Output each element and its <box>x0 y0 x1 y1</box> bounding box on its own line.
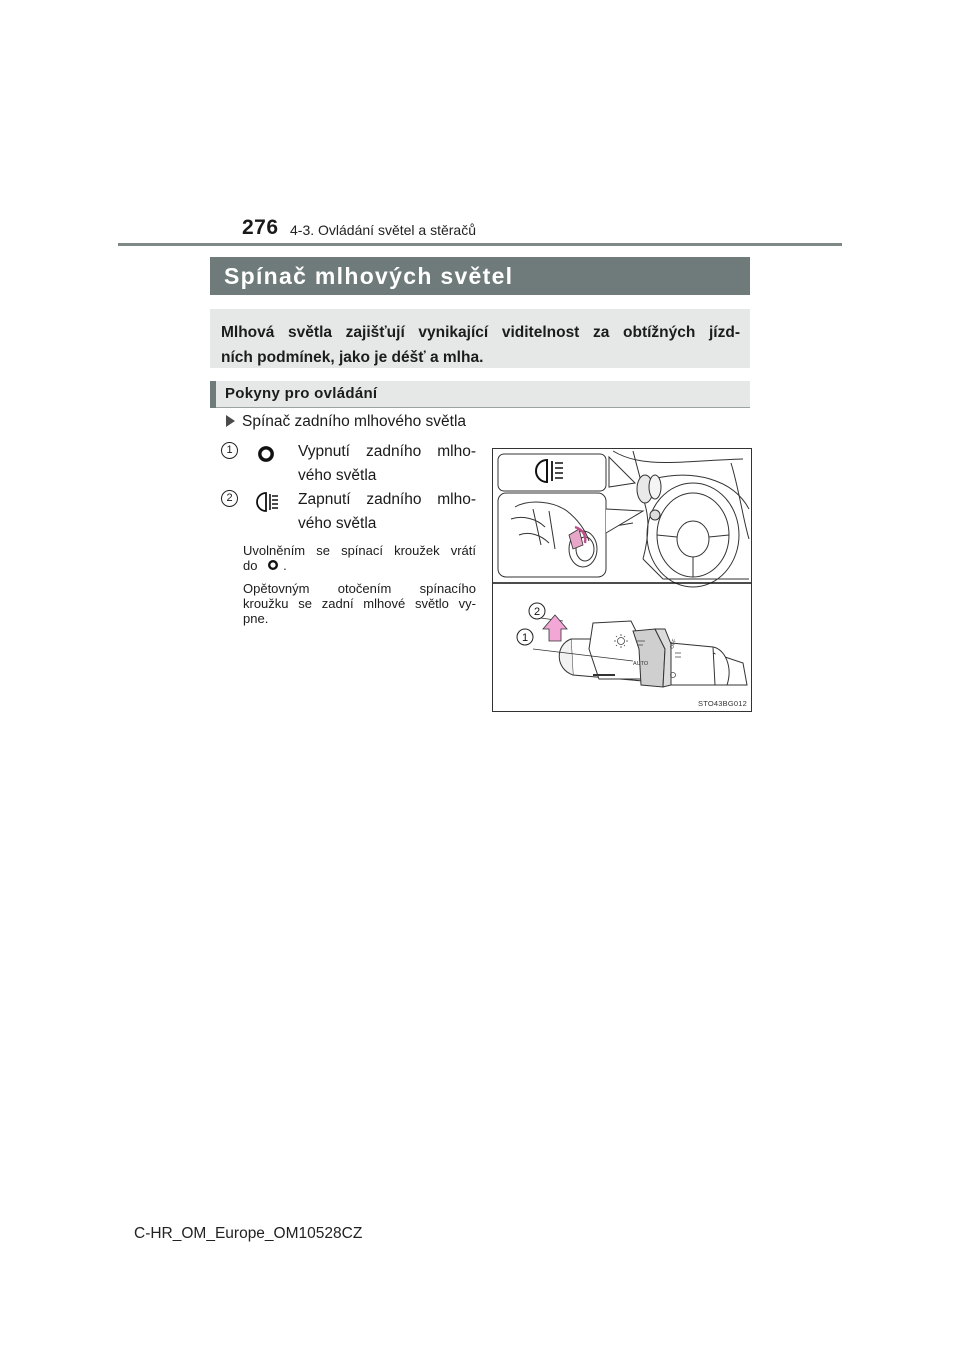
intro-line-1: Mlhová světla zajišťují vynikající viditelnost za obtížných jízd- <box>221 324 740 341</box>
item-2-line-2: vého světla <box>298 515 377 532</box>
bullet-text: Spínač zadního mlhového světla <box>242 413 467 430</box>
intro-box <box>210 309 750 368</box>
fog-off-icon <box>256 444 276 464</box>
header-divider <box>118 243 842 246</box>
intro-line-2: ních podmínek, jako je déšť a mlha. <box>221 349 484 366</box>
item-1-line-2: vého světla <box>298 467 377 484</box>
fog-switch-illustration <box>492 448 752 712</box>
note-release <box>243 543 476 573</box>
subsection-heading <box>210 381 750 408</box>
note-repeat-line-2: kroužku se zadní mlhové světlo vy- <box>243 596 476 611</box>
item-number-2: 2 <box>221 490 238 507</box>
switch-label-off: OFF <box>669 638 678 650</box>
section-reference: 4-3. Ovládání světel a stěračů <box>290 222 476 238</box>
bullet-arrow-icon <box>226 415 235 427</box>
intro-text <box>221 320 740 370</box>
note-release-period: . <box>283 558 287 573</box>
note-repeat-line-1: Opětovným otočením spínacího <box>243 581 476 596</box>
note-repeat <box>243 581 476 626</box>
subsection-marker <box>210 381 216 408</box>
item-2-text <box>298 488 476 536</box>
document-code: C-HR_OM_Europe_OM10528CZ <box>134 1225 363 1242</box>
item-number-1: 1 <box>221 442 238 459</box>
note-repeat-line-3: pne. <box>243 611 269 626</box>
section-title: Spínač mlhových světel <box>224 263 514 289</box>
callout-2: 2 <box>533 606 541 618</box>
note-release-line-2 <box>243 558 476 573</box>
section-title-bar <box>210 257 750 295</box>
callout-1: 1 <box>521 632 529 644</box>
switch-label-auto: AUTO <box>633 661 649 667</box>
subsection-title: Pokyny pro ovládání <box>225 385 378 402</box>
note-release-line-1: Uvolněním se spínací kroužek vrátí <box>243 543 476 558</box>
item-1-text <box>298 440 476 488</box>
figure-caption: STO43BG012 <box>698 699 747 708</box>
note-release-do: do <box>243 558 258 573</box>
rear-fog-light-icon <box>254 490 280 514</box>
illustration-drawing <box>493 449 751 711</box>
bullet-heading <box>226 413 466 431</box>
item-2-line-1: Zapnutí zadního mlho- <box>298 491 476 508</box>
item-1-line-1: Vypnutí zadního mlho- <box>298 443 476 460</box>
fog-off-inline-icon <box>266 559 280 571</box>
page-number: 276 <box>242 216 279 239</box>
